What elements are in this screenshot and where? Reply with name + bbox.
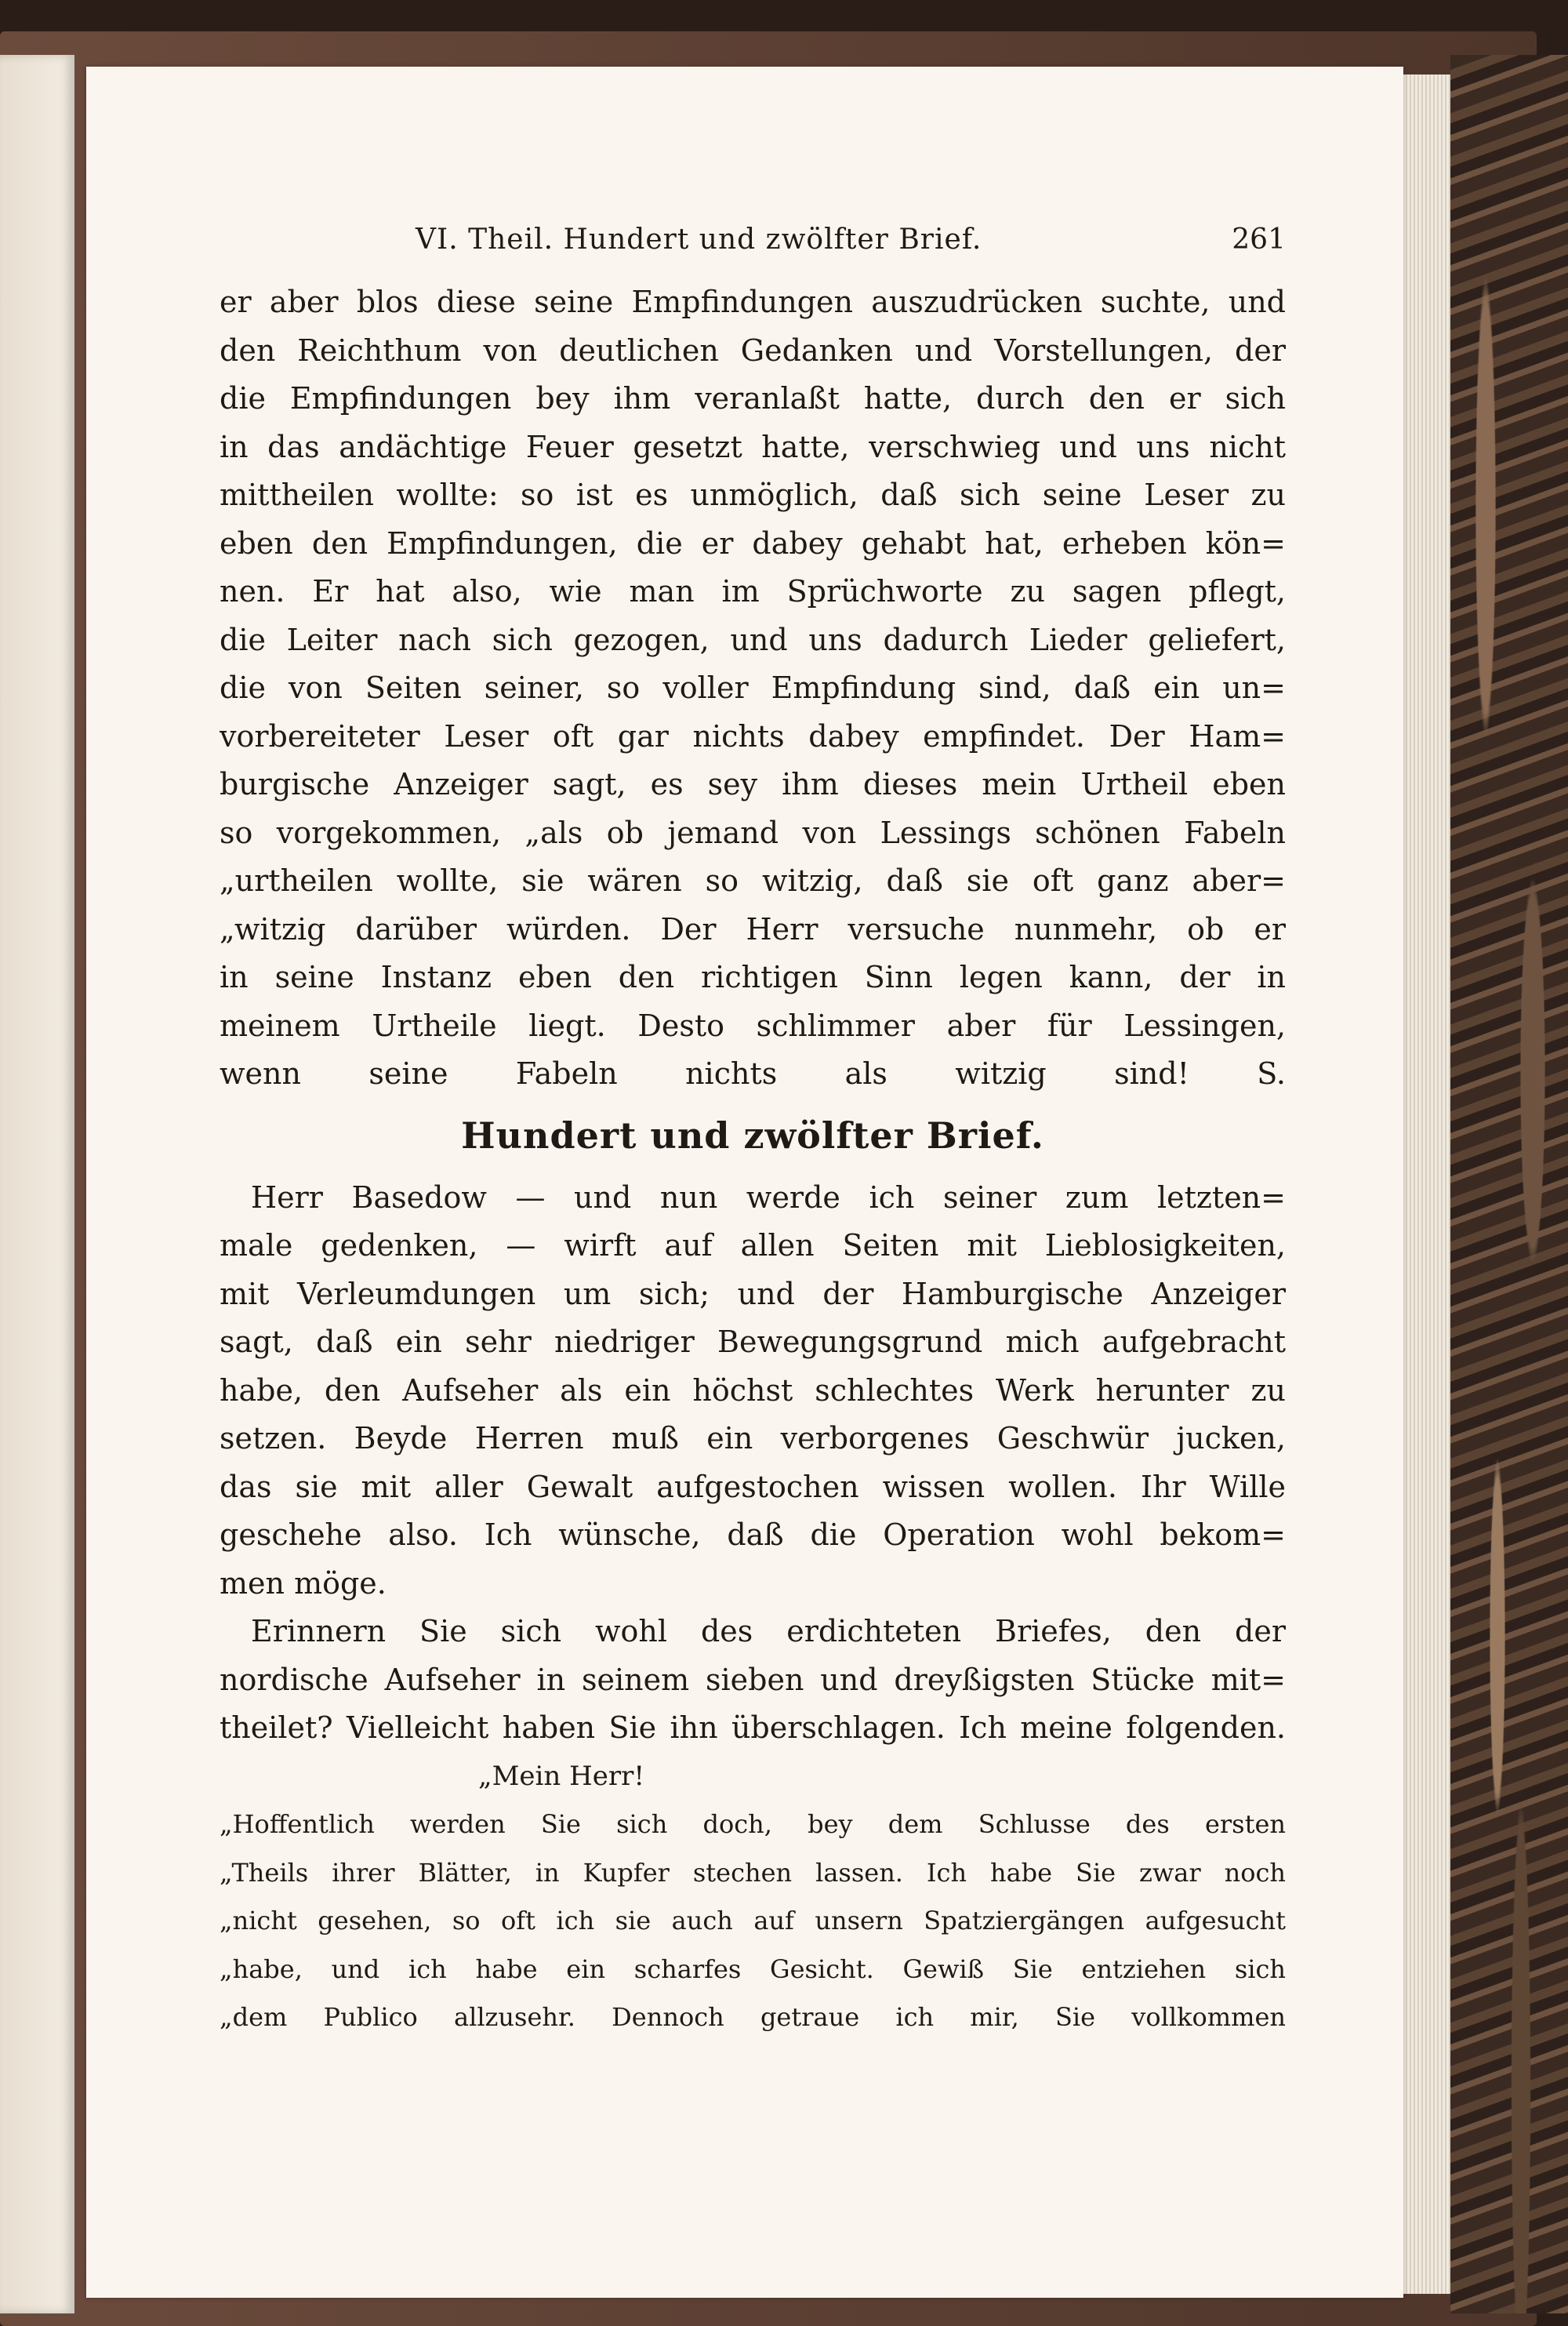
text-line: meinem Urtheile liegt. Desto schlimmer aber für Lessingen, xyxy=(220,1008,1286,1043)
text-line: geschehe also. Ich wünsche, daß die Operation wohl bekom= xyxy=(220,1517,1286,1552)
running-title: VI. Theil. Hundert und zwölfter Brief. xyxy=(416,224,982,256)
body-paragraph xyxy=(220,278,1286,1099)
text-line: „urtheilen wollte, sie wären so witzig, daß sie oft ganz aber= xyxy=(220,863,1286,898)
text-line: die von Seiten seiner, so voller Empfindung sind, daß ein un= xyxy=(220,671,1286,705)
quote-line: „dem Publico allzusehr. Dennoch getraue ich mir, Sie vollkommen xyxy=(220,2002,1286,2032)
text-line: habe, den Aufseher als ein höchst schlechtes Werk herunter zu xyxy=(220,1372,1286,1408)
text-line: in seine Instanz eben den richtigen Sinn legen kann, der in xyxy=(220,960,1286,994)
text-line: nordische Aufseher in seinem sieben und dreyßigsten Stücke mit= xyxy=(220,1662,1286,1697)
quote-salutation: „Mein Herr! xyxy=(478,1760,645,1792)
book-page xyxy=(86,67,1403,2298)
text-line: eben den Empfindungen, die er dabey gehabt hat, erheben kön= xyxy=(220,525,1286,561)
quoted-letter xyxy=(220,1801,1286,2042)
text-line: die Empfindungen bey ihm veranlaßt hatte, durch den er sich xyxy=(220,381,1286,416)
text-line: „witzig darüber würden. Der Herr versuche nunmehr, ob er xyxy=(220,911,1286,947)
text-line: mittheilen wollte: so ist es unmöglich, daß sich seine Leser zu xyxy=(220,478,1286,512)
text-line: so vorgekommen, „als ob jemand von Lessings schönen Fabeln xyxy=(220,815,1286,850)
text-line: theilet? Vielleicht haben Sie ihn überschlagen. Ich meine folgenden. xyxy=(220,1710,1286,1745)
text-line: burgische Anzeiger sagt, es sey ihm dieses mein Urtheil eben xyxy=(220,767,1286,801)
text-line: vorbereiteter Leser oft gar nichts dabey empfindet. Der Ham= xyxy=(220,718,1286,754)
quote-line: „habe, und ich habe ein scharfes Gesicht. Gewiß Sie entziehen sich xyxy=(220,1953,1286,1984)
text-line: sagt, daß ein sehr niedriger Bewegungsgrund mich aufgebracht xyxy=(220,1325,1286,1359)
text-line: Herr Basedow — und nun werde ich seiner zum letzten= xyxy=(251,1179,1286,1215)
text-line: mit Verleumdungen um sich; und der Hamburgische Anzeiger xyxy=(220,1276,1286,1311)
left-page-edge xyxy=(0,55,74,2313)
quote-line: „Hoffentlich werden Sie sich doch, bey dem Schlusse des ersten xyxy=(220,1809,1286,1839)
quote-line: „nicht gesehen, so oft ich sie auch auf unsern Spatziergängen aufgesucht xyxy=(220,1906,1286,1935)
page-number: 261 xyxy=(1232,224,1286,256)
text-line: male gedenken, — wirft auf allen Seiten mit Lieblosigkeiten, xyxy=(220,1228,1286,1263)
text-line: das sie mit aller Gewalt aufgestochen wissen wollen. Ihr Wille xyxy=(220,1469,1286,1504)
text-line: nen. Er hat also, wie man im Sprüchworte zu sagen pflegt, xyxy=(220,574,1286,609)
text-line: men möge. xyxy=(220,1565,387,1601)
text-block xyxy=(220,224,1286,2042)
text-line: setzen. Beyde Herren muß ein verborgenes Geschwür jucken, xyxy=(220,1421,1286,1456)
section-heading: Hundert und zwölfter Brief. xyxy=(461,1114,1044,1157)
text-line: wenn seine Fabeln nichts als witzig sind! S. xyxy=(220,1056,1286,1091)
quote-line: „Theils ihrer Blätter, in Kupfer stechen lassen. Ich habe Sie zwar noch xyxy=(220,1857,1286,1888)
marbled-endpaper xyxy=(1450,55,1568,2313)
text-line: den Reichthum von deutlichen Gedanken und Vorstellungen, der xyxy=(220,333,1286,368)
text-line: Erinnern Sie sich wohl des erdichteten Briefes, den der xyxy=(251,1614,1286,1648)
letter-paragraph xyxy=(220,1174,1286,1753)
running-header xyxy=(220,224,1286,267)
text-line: er aber blos diese seine Empfindungen auszudrücken suchte, und xyxy=(220,285,1286,319)
text-line: in das andächtige Feuer gesetzt hatte, verschwieg und uns nicht xyxy=(220,429,1286,464)
text-line: die Leiter nach sich gezogen, und uns dadurch Lieder geliefert, xyxy=(220,622,1286,657)
